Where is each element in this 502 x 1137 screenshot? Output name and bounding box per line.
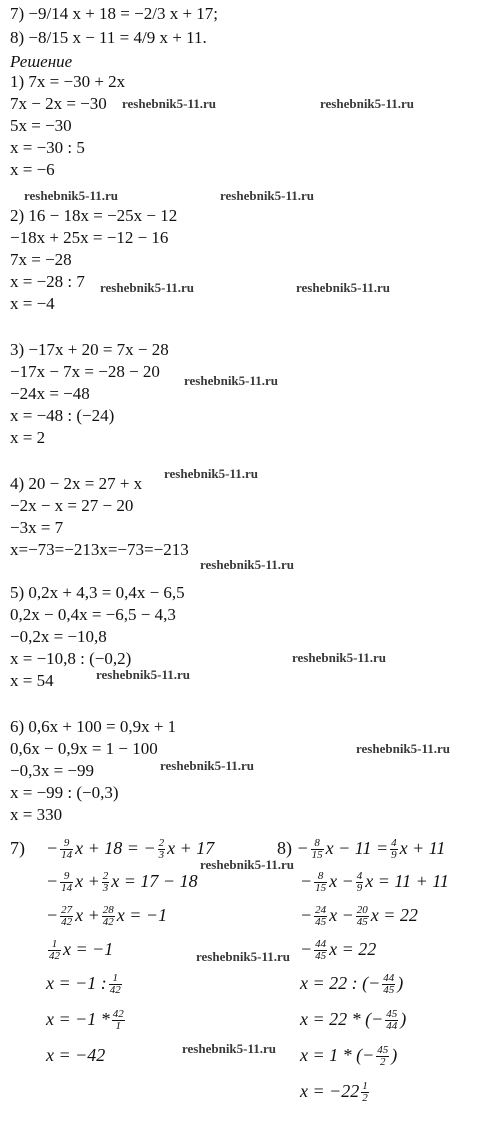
solution-line: −2x − x = 27 − 20 bbox=[10, 496, 134, 515]
watermark: reshebnik5-11.ru bbox=[160, 758, 255, 773]
solution-line: x = −10,8 : (−0,2) bbox=[10, 649, 132, 668]
solution-line: x = −30 : 5 bbox=[10, 138, 85, 157]
watermark: reshebnik5-11.ru bbox=[296, 280, 391, 295]
problem-7: 7) −9/14 x + 18 = −2/3 x + 17; bbox=[10, 4, 219, 23]
solution-line: x=−73=−213x=−73=−213 bbox=[10, 540, 189, 559]
solution-line: 3) −17x + 20 = 7x − 28 bbox=[10, 340, 169, 359]
watermark: reshebnik5-11.ru bbox=[164, 466, 259, 481]
math-7-line-7: x = −42 bbox=[46, 1045, 106, 1065]
watermark: reshebnik5-11.ru bbox=[184, 373, 279, 388]
math-8-line-8: x = −22 $\frac{1}{2}$ bbox=[300, 1080, 368, 1105]
solution-line: −0,2x = −10,8 bbox=[10, 627, 107, 646]
solution-line: 6) 0,6x + 100 = 0,9x + 1 bbox=[10, 717, 177, 736]
solution-heading: Решение bbox=[10, 52, 73, 71]
math-8-line-4: − $\frac{44}{45}$ x = 22 bbox=[300, 938, 377, 963]
math-7-line-2: − $\frac{9}{14}$ x + $\frac{2}{3}$ x = 17 − 18 bbox=[46, 870, 198, 895]
math-8-line-5: x = 22 : (− $\frac{44}{45}$ ) bbox=[300, 972, 404, 997]
solution-line: 4) 20 − 2x = 27 + x bbox=[10, 474, 143, 493]
watermark: reshebnik5-11.ru bbox=[100, 280, 195, 295]
math-8-line-2: − $\frac{8}{15}$ x − $\frac{4}{9}$ x = 11 + 11 bbox=[300, 870, 449, 895]
solution-line: x = 330 bbox=[10, 805, 63, 824]
math-7-line-4: $\frac{1}{42}$ x = −1 bbox=[49, 938, 114, 963]
math-7-line-1: − $\frac{9}{14}$ x + 18 = − $\frac{2}{3}$ x + 17 bbox=[46, 837, 215, 862]
solution-line: 5) 0,2x + 4,3 = 0,4x − 6,5 bbox=[10, 583, 185, 602]
solution-line: −24x = −48 bbox=[10, 384, 90, 403]
watermark: reshebnik5-11.ru bbox=[200, 557, 295, 572]
watermark: reshebnik5-11.ru bbox=[122, 96, 217, 111]
math-7-line-6: x = −1 * $\frac{42}{1}$ bbox=[46, 1008, 124, 1033]
solution-line: x = −4 bbox=[10, 294, 55, 313]
watermark: reshebnik5-11.ru bbox=[196, 949, 291, 964]
solution-line: −17x − 7x = −28 − 20 bbox=[10, 362, 160, 381]
solution-line: x = 54 bbox=[10, 671, 54, 690]
solution-line: 7x = −28 bbox=[10, 250, 72, 269]
solution-line: x = −28 : 7 bbox=[10, 272, 85, 291]
watermark: reshebnik5-11.ru bbox=[292, 650, 387, 665]
solution-line: 0,2x − 0,4x = −6,5 − 4,3 bbox=[10, 605, 176, 624]
math-7-line-3: − $\frac{27}{42}$ x + $\frac{28}{42}$ x = −1 bbox=[46, 904, 168, 929]
math-8-line-1: 8) − $\frac{8}{15}$ x − 11 = $\frac{4}{9}$ x + 11 bbox=[277, 837, 446, 862]
solution-line: −18x + 25x = −12 − 16 bbox=[10, 228, 169, 247]
solution-line: 0,6x − 0,9x = 1 − 100 bbox=[10, 739, 158, 758]
solution-line: 7x − 2x = −30 bbox=[10, 94, 107, 113]
solution-line: −3x = 7 bbox=[10, 518, 64, 537]
watermark: reshebnik5-11.ru bbox=[356, 741, 451, 756]
problem-8: 8) −8/15 x − 11 = 4/9 x + 11. bbox=[10, 28, 207, 47]
math-7-label: 7) bbox=[10, 838, 25, 858]
solution-line: x = −48 : (−24) bbox=[10, 406, 115, 425]
solution-line: −0,3x = −99 bbox=[10, 761, 95, 780]
watermark: reshebnik5-11.ru bbox=[96, 667, 191, 682]
watermark: reshebnik5-11.ru bbox=[182, 1041, 277, 1056]
solution-line: x = 2 bbox=[10, 428, 46, 447]
math-8-line-3: − $\frac{24}{45}$ x − $\frac{20}{45}$ x = 22 bbox=[300, 904, 418, 929]
watermark: reshebnik5-11.ru bbox=[200, 857, 295, 872]
math-8-line-7: x = 1 * (− $\frac{45}{2}$ ) bbox=[300, 1044, 398, 1069]
math-7-line-5: x = −1 : $\frac{1}{42}$ bbox=[46, 972, 121, 997]
solution-line: x = −6 bbox=[10, 160, 55, 179]
watermark: reshebnik5-11.ru bbox=[24, 188, 119, 203]
watermark: reshebnik5-11.ru bbox=[320, 96, 415, 111]
math-8-line-6: x = 22 * (− $\frac{45}{44}$ ) bbox=[300, 1008, 407, 1033]
solution-line: 2) 16 − 18x = −25x − 12 bbox=[10, 206, 178, 225]
watermark: reshebnik5-11.ru bbox=[220, 188, 315, 203]
solution-line: x = −99 : (−0,3) bbox=[10, 783, 119, 802]
solution-line: 5x = −30 bbox=[10, 116, 72, 135]
solution-line: 1) 7x = −30 + 2x bbox=[10, 72, 126, 91]
